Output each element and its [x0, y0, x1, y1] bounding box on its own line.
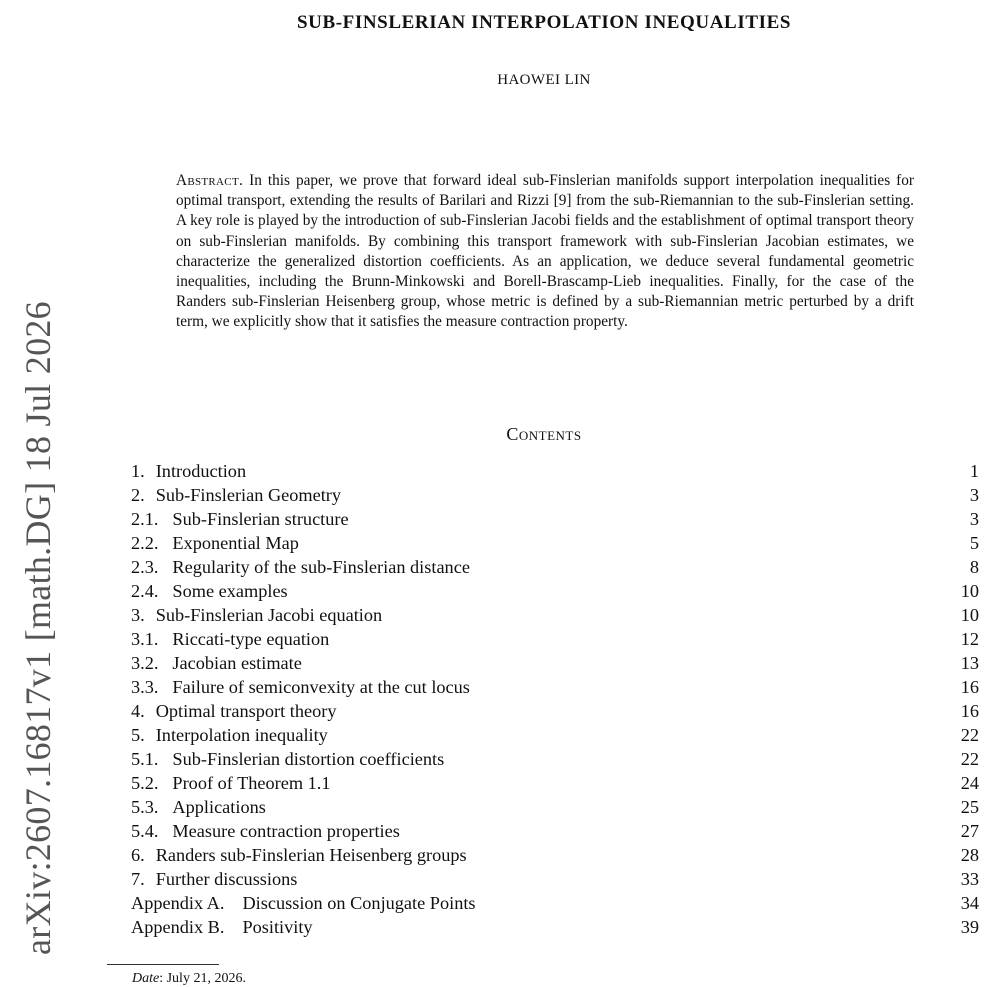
toc-entry[interactable]: [131, 843, 979, 867]
contents-heading: Contents: [506, 424, 582, 444]
toc-entry-title: Proof of Theorem 1.1: [172, 773, 331, 793]
toc-entry-title: Randers sub-Finslerian Heisenberg groups: [155, 845, 467, 865]
toc-entry-number: 1.: [131, 461, 145, 481]
toc-entry-title: Positivity: [242, 917, 313, 937]
toc-entry-page: 1: [969, 461, 979, 481]
toc-entry-number: Appendix B.: [131, 917, 225, 937]
table-of-contents: [131, 459, 979, 939]
toc-entry-title: Measure contraction properties: [172, 821, 400, 841]
toc-entry-page: 24: [960, 773, 979, 793]
toc-entry[interactable]: [131, 867, 979, 891]
footnote-label: Date: [132, 971, 160, 986]
toc-entry-number: 5.: [131, 725, 145, 745]
toc-entry[interactable]: [131, 771, 979, 795]
toc-entry-number: 5.3.: [131, 797, 159, 817]
toc-entry-title: Jacobian estimate: [172, 653, 302, 673]
toc-entry-page: 25: [960, 797, 979, 817]
toc-entry-title: Introduction: [155, 461, 247, 481]
toc-entry[interactable]: [131, 819, 979, 843]
toc-entry[interactable]: [131, 555, 979, 579]
toc-entry-title: Sub-Finslerian Geometry: [155, 485, 342, 505]
toc-entry-title: Exponential Map: [172, 533, 299, 553]
toc-entry-title: Sub-Finslerian Jacobi equation: [155, 605, 383, 625]
toc-entry[interactable]: [131, 507, 979, 531]
toc-entry[interactable]: [131, 747, 979, 771]
abstract-text: In this paper, we prove that forward ideal sub-Finslerian manifolds support interpolation inequalities for optimal transport, extending the results of Barilari and Rizzi [9] from the sub-Riemannian to the sub-Finslerian setting. A key role is played by the introduction of sub-Finslerian Jacobi fields and the establishment of optimal transport theory on sub-Finslerian manifolds. By combining this transport framework with sub-Finslerian Jacobian estimates, we characterize the generalized distortion coefficients. As an application, we deduce several fundamental geometric inequalities, including the Brunn-Minkowski and Borell-Brascamp-Lieb inequalities. Finally, for the case of the Randers sub-Finslerian Heisenberg group, whose metric is defined by a sub-Riemannian metric perturbed by a drift term, we explicitly show that it satisfies the measure contraction property.: [176, 172, 914, 331]
toc-entry-title: Sub-Finslerian structure: [172, 509, 349, 529]
toc-entry[interactable]: [131, 579, 979, 603]
toc-entry[interactable]: [131, 891, 979, 915]
toc-entry-page: 16: [960, 677, 979, 697]
toc-entry-title: Sub-Finslerian distortion coefficients: [172, 749, 445, 769]
toc-entry-page: 28: [960, 845, 979, 865]
toc-entry-number: 2.2.: [131, 533, 159, 553]
toc-entry-page: 39: [960, 917, 979, 937]
toc-entry-number: 5.4.: [131, 821, 159, 841]
toc-entry-number: 2.3.: [131, 557, 159, 577]
toc-entry-title: Optimal transport theory: [155, 701, 337, 721]
toc-entry-page: 22: [960, 725, 979, 745]
toc-entry-number: 6.: [131, 845, 145, 865]
toc-entry-page: 5: [969, 533, 979, 553]
toc-entry-number: 2.: [131, 485, 145, 505]
toc-entry-page: 3: [969, 485, 979, 505]
toc-entry-number: 5.1.: [131, 749, 159, 769]
toc-entry[interactable]: [131, 459, 979, 483]
toc-entry[interactable]: [131, 699, 979, 723]
toc-entry[interactable]: [131, 723, 979, 747]
toc-entry[interactable]: [131, 651, 979, 675]
toc-entry-page: 27: [960, 821, 979, 841]
toc-entry[interactable]: [131, 795, 979, 819]
abstract: [176, 171, 914, 333]
toc-entry-number: 2.4.: [131, 581, 159, 601]
toc-entry-title: Failure of semiconvexity at the cut locus: [172, 677, 470, 697]
toc-entry-number: 5.2.: [131, 773, 159, 793]
toc-entry-title: Further discussions: [155, 869, 298, 889]
toc-entry-page: 3: [969, 509, 979, 529]
toc-entry-page: 22: [960, 749, 979, 769]
abstract-label: Abstract.: [176, 172, 244, 189]
toc-entry-number: 7.: [131, 869, 145, 889]
toc-entry-page: 10: [960, 605, 979, 625]
author-name: HAOWEI LIN: [497, 72, 591, 88]
toc-entry[interactable]: [131, 603, 979, 627]
toc-entry-page: 33: [960, 869, 979, 889]
toc-entry-page: 10: [960, 581, 979, 601]
footnote-text: : July 21, 2026.: [159, 971, 246, 986]
toc-entry-page: 13: [960, 653, 979, 673]
toc-entry-page: 8: [969, 557, 979, 577]
toc-entry-number: 3.1.: [131, 629, 159, 649]
toc-entry-page: 34: [960, 893, 979, 913]
toc-entry[interactable]: [131, 531, 979, 555]
toc-entry[interactable]: [131, 675, 979, 699]
toc-entry-title: Regularity of the sub-Finslerian distance: [172, 557, 470, 577]
toc-entry-number: 3.: [131, 605, 145, 625]
toc-entry[interactable]: [131, 627, 979, 651]
toc-entry-number: 2.1.: [131, 509, 159, 529]
paper-title: SUB-FINSLERIAN INTERPOLATION INEQUALITIES: [296, 12, 792, 33]
toc-entry-page: 12: [960, 629, 979, 649]
toc-entry-title: Applications: [172, 797, 266, 817]
toc-entry-title: Discussion on Conjugate Points: [242, 893, 476, 913]
toc-entry-title: Some examples: [172, 581, 288, 601]
toc-entry-number: 3.3.: [131, 677, 159, 697]
footnote-rule: [107, 964, 219, 965]
toc-entry-number: 3.2.: [131, 653, 159, 673]
toc-entry[interactable]: [131, 915, 979, 939]
toc-entry-title: Riccati-type equation: [172, 629, 330, 649]
arxiv-identifier-stamp: arXiv:2607.16817v1 [math.DG] 18 Jul 2026: [18, 301, 58, 955]
toc-entry[interactable]: [131, 483, 979, 507]
toc-entry-number: Appendix A.: [131, 893, 225, 913]
toc-entry-title: Interpolation inequality: [155, 725, 328, 745]
toc-entry-number: 4.: [131, 701, 145, 721]
toc-entry-page: 16: [960, 701, 979, 721]
